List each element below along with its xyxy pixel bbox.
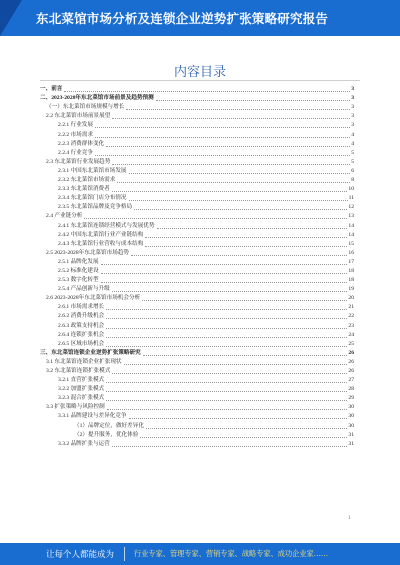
toc-entry-text: 2.3 东北菜馆行业发展趋势 (46, 158, 111, 165)
toc-leader-dots (131, 255, 347, 256)
toc-entry[interactable] (34, 249, 354, 258)
toc-leader-dots (112, 191, 348, 192)
toc-entry[interactable] (34, 85, 354, 94)
toc-leader-dots (117, 182, 350, 183)
toc-entry-page: 4 (351, 131, 354, 138)
toc-entry[interactable] (34, 285, 354, 294)
toc-entry-text: 三、东北菜馆连锁企业逆势扩张策略研究 (40, 349, 141, 356)
toc-entry-page: 29 (348, 395, 354, 402)
toc-entry[interactable] (34, 340, 354, 349)
toc-entry-text: 3.1 东北菜馆连锁企业扩张现状 (46, 358, 122, 365)
toc-entry-text: 2.3.2 东北菜馆市场需求 (58, 177, 116, 184)
toc-entry-text: 2.5.4 产品创新与升级 (58, 286, 110, 293)
toc-entry[interactable] (34, 385, 354, 394)
toc-entry[interactable] (34, 431, 354, 440)
toc-entry-text: 2.6.4 连锁扩张机会 (58, 331, 105, 338)
toc-entry-page: 5 (351, 149, 354, 156)
toc-entry-text: 2.6.5 区域市场机会 (58, 340, 105, 347)
toc-leader-dots (106, 382, 347, 383)
toc-leader-dots (143, 355, 348, 356)
toc-entry-page: 24 (348, 331, 354, 338)
toc-entry-page: 13 (348, 213, 354, 220)
toc-entry-page: 3 (351, 104, 354, 111)
toc-entry-page: 31 (348, 440, 354, 447)
toc-entry-page: 18 (348, 267, 354, 274)
toc-leader-dots (95, 127, 350, 128)
toc-entry-text: 3.2.3 混合扩张模式 (58, 395, 105, 402)
toc-leader-dots (146, 428, 347, 429)
toc-leader-dots (112, 164, 350, 165)
toc-entry-page: 23 (348, 322, 354, 329)
toc-leader-dots (129, 418, 348, 419)
toc-entry-page: 30 (348, 413, 354, 420)
toc-entry[interactable] (34, 403, 354, 412)
toc-entry-text: 2.6 2023-2028年东北菜馆市场机会分析 (46, 295, 141, 302)
toc-entry-text: 2.5.2 标准化建设 (58, 267, 99, 274)
toc-entry-text: （2）提升服务，优化体验 (74, 431, 139, 438)
toc-heading: 内容目录 (173, 65, 226, 80)
toc-entry-page: 3 (351, 95, 354, 102)
toc-leader-dots (95, 155, 350, 156)
toc-entry-page: 26 (348, 349, 354, 356)
toc-leader-dots (106, 318, 347, 319)
toc-entry[interactable] (34, 376, 354, 385)
toc-entry[interactable] (34, 140, 354, 149)
toc-entry[interactable] (34, 221, 354, 230)
page-number: 1 (348, 516, 351, 521)
divider (40, 80, 360, 81)
toc-entry-page: 3 (351, 113, 354, 120)
toc-leader-dots (124, 364, 348, 365)
toc-entry-text: 2.4.3 东北菜馆行业营收与成本结构 (58, 240, 144, 247)
toc-entry-text: 2.3.1 中国东北菜馆市场发展 (58, 167, 127, 174)
toc-leader-dots (112, 446, 348, 447)
toc-entry[interactable] (34, 331, 354, 340)
toc-entry[interactable] (34, 130, 354, 139)
header-accent (0, 0, 22, 36)
toc-entry[interactable] (34, 294, 354, 303)
toc-entry-page: 10 (348, 186, 354, 193)
toc-entry-text: 3.3 扩张策略与风险控制 (46, 404, 105, 411)
toc-leader-dots (145, 237, 347, 238)
toc-leader-dots (95, 137, 350, 138)
toc-entry-page: 4 (351, 140, 354, 147)
toc-entry[interactable] (34, 158, 354, 167)
toc-entry[interactable] (34, 112, 354, 121)
toc-entry[interactable] (34, 212, 354, 221)
toc-entry[interactable] (34, 194, 354, 203)
toc-entry-page: 8 (351, 177, 354, 184)
toc-entry-page: 6 (351, 167, 354, 174)
toc-leader-dots (101, 282, 348, 283)
toc-entry-text: 2.3.4 东北菜馆门店分布情况 (58, 195, 127, 202)
toc-entry-page: 14 (348, 222, 354, 229)
toc-leader-dots (106, 400, 347, 401)
toc-leader-dots (134, 209, 347, 210)
toc-entry-page: 30 (348, 404, 354, 411)
toc-entry-text: 一、前言 (40, 86, 63, 93)
toc-entry[interactable] (34, 349, 354, 358)
toc-leader-dots (129, 200, 348, 201)
toc-entry-text: （一）东北菜馆市场规模与增长 (46, 104, 125, 111)
toc-entry[interactable] (34, 121, 354, 130)
toc-leader-dots (107, 409, 348, 410)
toc-entry-text: 3.3.2 品牌扩张与运营 (58, 440, 110, 447)
toc-leader-dots (106, 337, 347, 338)
toc-entry-text: 3.2.1 直营扩张模式 (58, 377, 105, 384)
toc-leader-dots (64, 91, 350, 92)
toc-entry-page: 21 (348, 304, 354, 311)
table-of-contents (34, 85, 354, 449)
toc-entry[interactable] (34, 412, 354, 421)
toc-entry-page: 18 (348, 277, 354, 284)
toc-entry-page: 17 (348, 258, 354, 265)
toc-entry[interactable] (34, 312, 354, 321)
toc-entry-page: 27 (348, 377, 354, 384)
toc-entry-text: 二、2023-2028年东北菜馆市场前景及趋势预测 (40, 95, 154, 102)
toc-leader-dots (101, 273, 348, 274)
toc-leader-dots (112, 118, 350, 119)
toc-entry-text: 2.2.1 行业发展 (58, 122, 93, 129)
toc-entry[interactable] (34, 276, 354, 285)
toc-entry-page: 28 (348, 386, 354, 393)
footer-tagline: 行业专家、管理专家、营销专家、战略专家、成功企业家…… (134, 549, 329, 558)
toc-entry-text: 2.4.1 东北菜馆连锁经营模式与发展优势 (58, 222, 155, 229)
toc-entry-page: 12 (348, 204, 354, 211)
toc-entry-text: 2.2.3 消费群体变化 (58, 140, 105, 147)
toc-entry-page: 30 (348, 422, 354, 429)
toc-entry[interactable] (34, 394, 354, 403)
toc-leader-dots (157, 228, 348, 229)
toc-entry-text: 2.5.3 数字化转型 (58, 277, 99, 284)
toc-entry[interactable] (34, 303, 354, 312)
toc-leader-dots (112, 291, 348, 292)
report-title: 东北菜馆市场分析及连锁企业逆势扩张策略研究报告 (36, 11, 329, 26)
toc-leader-dots (156, 100, 350, 101)
toc-leader-dots (112, 373, 347, 374)
toc-entry-page: 26 (348, 368, 354, 374)
toc-entry-text: 2.4 产业链分析 (46, 213, 83, 220)
toc-entry-page: 31 (348, 431, 354, 438)
toc-entry-text: （1）品牌定位，做好差异化 (74, 422, 144, 429)
toc-entry-text: 3.3.1 品牌建设与差异化竞争 (58, 413, 127, 420)
toc-leader-dots (129, 173, 351, 174)
toc-entry-page: 11 (348, 195, 354, 202)
toc-entry-page: 26 (348, 358, 354, 365)
toc-entry-text: 2.2.4 行业竞争 (58, 149, 93, 156)
toc-entry-text: 2.6.3 政策支持机会 (58, 322, 105, 329)
toc-entry-text: 2.3.3 东北菜馆消费者 (58, 186, 110, 193)
footer-bar (0, 543, 400, 565)
header-bar (0, 0, 400, 36)
toc-entry-text: 2.6.1 市场需求增长 (58, 304, 105, 311)
toc-entry-text: 2.4.2 中国东北菜馆行业产业链结构 (58, 231, 144, 238)
toc-leader-dots (106, 328, 347, 329)
toc-entry[interactable] (34, 421, 354, 430)
toc-entry[interactable] (34, 103, 354, 112)
toc-entry-text: 2.5 2023-2028年东北菜馆市场趋势 (46, 249, 129, 256)
toc-leader-dots (106, 391, 347, 392)
toc-entry[interactable] (34, 94, 354, 103)
toc-entry-page: 3 (351, 122, 354, 129)
toc-entry-text: 2.5.1 品牌化发展 (58, 258, 99, 265)
toc-entry[interactable] (34, 167, 354, 176)
toc-entry[interactable] (34, 440, 354, 449)
toc-entry[interactable] (34, 267, 354, 276)
toc-entry[interactable] (34, 358, 354, 367)
toc-entry-page: 20 (348, 295, 354, 302)
toc-entry-page: 15 (348, 240, 354, 247)
toc-entry-page: 22 (348, 313, 354, 320)
toc-entry-text: 3.2.2 加盟扩张模式 (58, 386, 105, 393)
toc-leader-dots (101, 264, 348, 265)
toc-entry[interactable] (34, 367, 354, 376)
footer-slogan: 让每个人都能成为 (46, 550, 115, 560)
toc-entry-text: 2.3.5 东北菜馆品牌及竞争格局 (58, 204, 133, 211)
toc-leader-dots (142, 300, 347, 301)
toc-entry-text: 2.2 东北菜馆市场前景展望 (46, 113, 111, 120)
toc-entry[interactable] (34, 240, 354, 249)
toc-entry[interactable] (34, 176, 354, 185)
toc-entry[interactable] (34, 203, 354, 212)
footer-divider (124, 547, 125, 561)
toc-leader-dots (106, 346, 347, 347)
toc-leader-dots (106, 309, 347, 310)
toc-entry-page: 16 (348, 249, 354, 256)
toc-entry-page: 25 (348, 340, 354, 347)
toc-leader-dots (106, 146, 350, 147)
toc-entry[interactable] (34, 321, 354, 330)
toc-entry-page: 14 (348, 231, 354, 238)
toc-entry-page: 5 (351, 158, 354, 165)
toc-entry-text: 2.6.2 消费升级机会 (58, 313, 105, 320)
toc-entry-text: 2.2.2 市场需求 (58, 131, 93, 138)
toc-entry[interactable] (34, 231, 354, 240)
toc-entry-page: 19 (348, 286, 354, 293)
toc-entry[interactable] (34, 258, 354, 267)
toc-entry[interactable] (34, 149, 354, 158)
toc-leader-dots (84, 218, 347, 219)
toc-leader-dots (140, 437, 347, 438)
toc-leader-dots (126, 109, 350, 110)
toc-leader-dots (145, 246, 347, 247)
toc-entry-text: 3.2 东北菜馆连锁扩张模式 (46, 368, 111, 374)
toc-entry-page: 3 (351, 86, 354, 93)
toc-entry[interactable] (34, 185, 354, 194)
